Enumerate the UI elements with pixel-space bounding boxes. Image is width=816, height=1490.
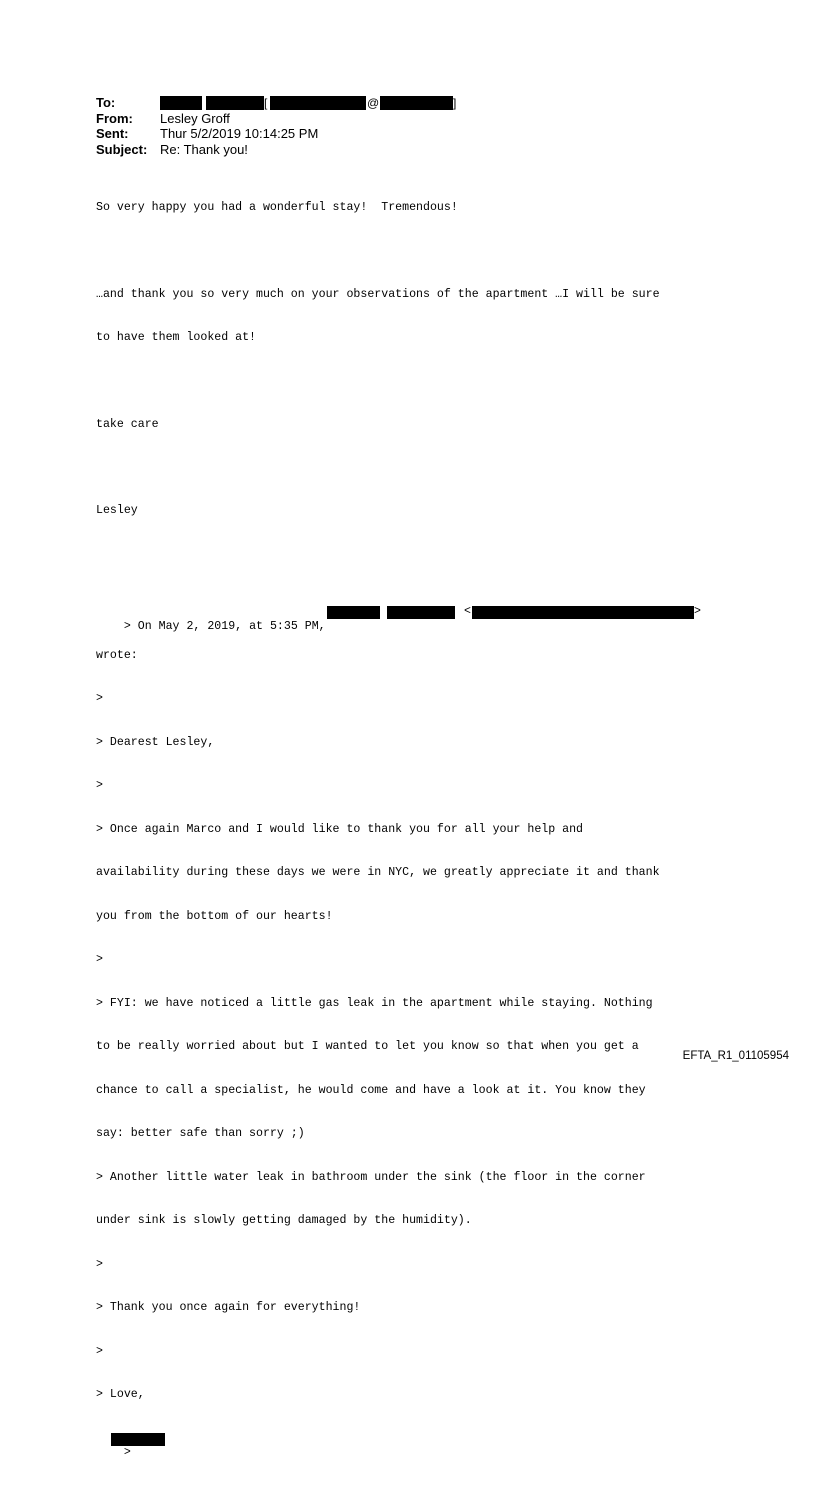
redaction-sender-signature — [111, 1433, 165, 1446]
email-body — [96, 172, 736, 1461]
sent-value: Thur 5/2/2019 10:14:25 PM — [160, 126, 319, 141]
redaction-sender-email — [472, 606, 694, 619]
quote-line: to be really worried about but I wanted to let you know so that when you get a — [96, 1040, 639, 1053]
quote-line: availability during these days we were in NYC, we greatly appreciate it and thank — [96, 866, 660, 879]
quote-line: wrote: — [96, 648, 138, 662]
to-at-sign: @ — [367, 96, 380, 110]
quote-line: > Once again Marco and I would like to thank you for all your help and — [96, 822, 584, 836]
attribution-prefix: > On May 2, 2019, at 5:35 PM, — [123, 619, 326, 633]
to-bracket-close: ] — [453, 96, 457, 110]
document-id: EFTA_R1_01105954 — [682, 1050, 789, 1062]
quote-line: chance to call a specialist, he would come and have a look at it. You know they — [96, 1083, 646, 1097]
quote-signature — [96, 1432, 736, 1459]
reply-line: to have them looked at! — [96, 331, 257, 344]
subject-value: Re: Thank you! — [160, 141, 248, 157]
attribution-gt: > — [694, 605, 701, 618]
quote-line: > Another little water leak in bathroom under the sink (the floor in the corner — [96, 1170, 646, 1184]
quote-line: > — [96, 1344, 103, 1358]
reply-line: So very happy you had a wonderful stay! Tremendous! — [96, 201, 458, 214]
redaction-to-email-domain — [380, 96, 453, 110]
subject-label: Subject: — [96, 141, 148, 157]
quote-line: > — [96, 692, 103, 705]
attribution-lt: < — [464, 605, 471, 618]
from-label: From: — [96, 110, 133, 126]
to-value — [160, 95, 560, 111]
reply-line: …and thank you so very much on your observations of the apartment …I will be sure — [96, 287, 660, 301]
reply-line: take care — [96, 417, 159, 431]
quote-line: > — [96, 953, 103, 966]
quote-line: you from the bottom of our hearts! — [96, 909, 333, 923]
to-label: To: — [96, 95, 116, 110]
redaction-to-email-user — [270, 96, 366, 110]
redaction-to-last-name — [206, 96, 264, 110]
reply-signature: Lesley — [96, 504, 138, 517]
quote-line: under sink is slowly getting damaged by the humidity). — [96, 1214, 472, 1227]
quote-line: > Dearest Lesley, — [96, 735, 215, 749]
redaction-sender-last-name — [387, 606, 455, 619]
quote-line: say: better safe than sorry ;) — [96, 1127, 305, 1140]
from-value: Lesley Groff — [160, 110, 230, 126]
quote-attribution — [96, 605, 736, 633]
quote-line: > FYI: we have noticed a little gas leak in the apartment while staying. Nothing — [96, 996, 653, 1010]
quote-line: > Love, — [96, 1388, 145, 1401]
sent-label: Sent: — [96, 126, 129, 141]
quote-line: > — [96, 779, 103, 792]
redaction-sender-first-name — [327, 606, 380, 619]
redaction-to-first-name — [160, 96, 202, 110]
signature-marker: > — [123, 1446, 131, 1459]
quote-line: > — [96, 1257, 103, 1271]
quote-line: > Thank you once again for everything! — [96, 1301, 361, 1314]
to-bracket-open: [ — [264, 96, 268, 110]
